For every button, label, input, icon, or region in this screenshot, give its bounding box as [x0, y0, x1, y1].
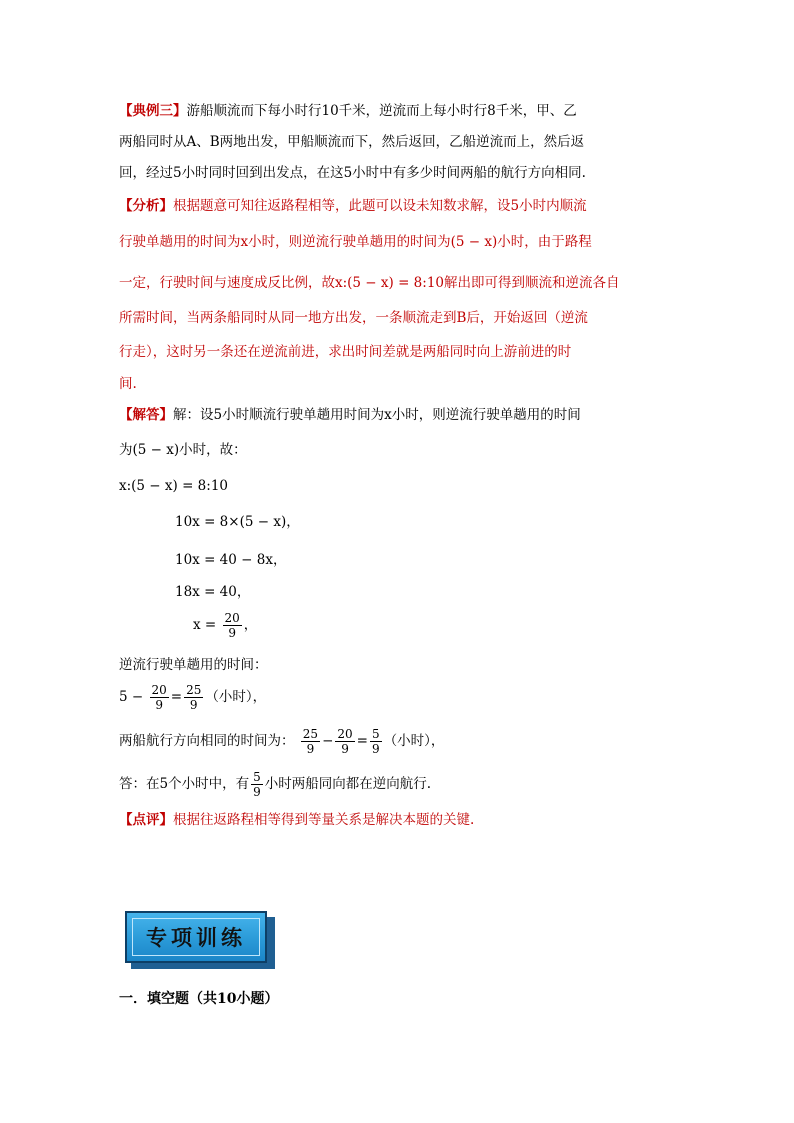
upstream-equation — [119, 683, 266, 712]
solution-tag: 【解答】 — [119, 407, 173, 423]
analysis-line-5: 行走），这时另一条还在逆流前进，求出时间差就是两船同时向上游前进的时 — [119, 344, 572, 360]
fraction-denominator: 9 — [306, 742, 315, 756]
example-tag: 【典例三】 — [119, 103, 187, 119]
banner-title: 专项训练 — [146, 926, 246, 950]
answer-line — [119, 770, 431, 799]
analysis-line-2: 行驶单趟用的时间为x小时，则逆流行驶单趟用的时间为(5 − x)小时，由于路程 — [119, 234, 592, 250]
fraction-denominator: 9 — [228, 626, 236, 640]
minus-sign: − — [322, 733, 334, 749]
equation-5-fraction — [223, 611, 242, 640]
fraction-denominator: 9 — [155, 698, 163, 712]
section-banner — [125, 911, 277, 971]
banner-inner-frame — [132, 918, 260, 956]
answer-text-a: 答：在5个小时中，有 — [119, 776, 250, 792]
comment-text: 根据往返路程相等得到等量关系是解决本题的关键. — [173, 812, 475, 828]
solution-line-1 — [119, 405, 581, 425]
upstream-fraction-1 — [150, 683, 169, 712]
fraction-denominator: 9 — [189, 698, 198, 712]
analysis-line-6: 间. — [119, 376, 137, 392]
section-heading: 一．填空题（共10小题） — [119, 991, 279, 1007]
upstream-label: 逆流行驶单趟用的时间： — [119, 657, 268, 673]
analysis-tag: 【分析】 — [119, 198, 173, 214]
equation-5-tail: ， — [243, 617, 258, 633]
fraction-numerator: 5 — [371, 727, 380, 741]
fraction-numerator: 20 — [337, 727, 353, 741]
equals-sign: = — [356, 733, 368, 749]
example-line-3: 回，经过5小时同时回到出发点，在这5小时中有多少时间两船的航行方向相同. — [119, 165, 586, 181]
answer-fraction — [251, 770, 263, 799]
equation-5-lhs: x = — [193, 617, 217, 633]
fraction-denominator: 9 — [371, 742, 380, 756]
comment-tag: 【点评】 — [119, 812, 173, 828]
upstream-fraction-2 — [184, 683, 203, 712]
answer-text-b: 小时两船同向都在逆向航行. — [264, 776, 432, 792]
equation-2: 10x = 8×(5 − x)， — [175, 514, 300, 530]
same-direction-label: 两船航行方向相同的时间为： — [119, 733, 295, 749]
same-fraction-3 — [370, 727, 382, 756]
solution-line-2: 为(5 − x)小时，故： — [119, 442, 247, 458]
analysis-line-1 — [119, 196, 587, 216]
equation-5 — [193, 611, 257, 640]
equation-4: 18x = 40， — [175, 584, 251, 600]
equation-1: x:(5 − x) = 8:10 — [119, 478, 229, 494]
same-fraction-2 — [335, 727, 354, 756]
banner-box — [125, 911, 267, 963]
same-fraction-1 — [301, 727, 320, 756]
analysis-text-1: 根据题意可知往返路程相等，此题可以设未知数求解，设5小时内顺流 — [173, 198, 587, 214]
fraction-numerator: 20 — [151, 683, 167, 697]
equals-sign: = — [170, 689, 183, 705]
unit-text: （小时）， — [383, 733, 445, 749]
analysis-line-4: 所需时间，当两条船同时从同一地方出发，一条顺流走到B后，开始返回（逆流 — [119, 310, 588, 326]
equation-3: 10x = 40 − 8x， — [175, 552, 287, 568]
fraction-denominator: 9 — [341, 742, 349, 756]
example-text-1: 游船顺流而下每小时行10千米，逆流而上每小时行8千米，甲、乙 — [186, 103, 577, 119]
solution-text-1: 解：设5小时顺流行驶单趟用时间为x小时，则逆流行驶单趟用的时间 — [173, 407, 581, 423]
unit-text: （小时）， — [205, 689, 267, 705]
comment-line — [119, 810, 474, 830]
analysis-line-3: 一定，行驶时间与速度成反比例，故x:(5 − x) = 8:10解出即可得到顺流和逆流各自 — [119, 275, 620, 291]
fraction-denominator: 9 — [253, 785, 261, 799]
upstream-term: 5 − — [119, 689, 144, 705]
fraction-numerator: 5 — [253, 770, 261, 784]
fraction-numerator: 25 — [186, 683, 202, 697]
fraction-numerator: 25 — [302, 727, 319, 741]
fraction-numerator: 20 — [224, 611, 240, 625]
same-direction-equation — [119, 727, 444, 756]
example-line-1 — [119, 101, 577, 121]
example-line-2: 两船同时从A、B两地出发，甲船顺流而下，然后返回，乙船逆流而上，然后返 — [119, 134, 585, 150]
